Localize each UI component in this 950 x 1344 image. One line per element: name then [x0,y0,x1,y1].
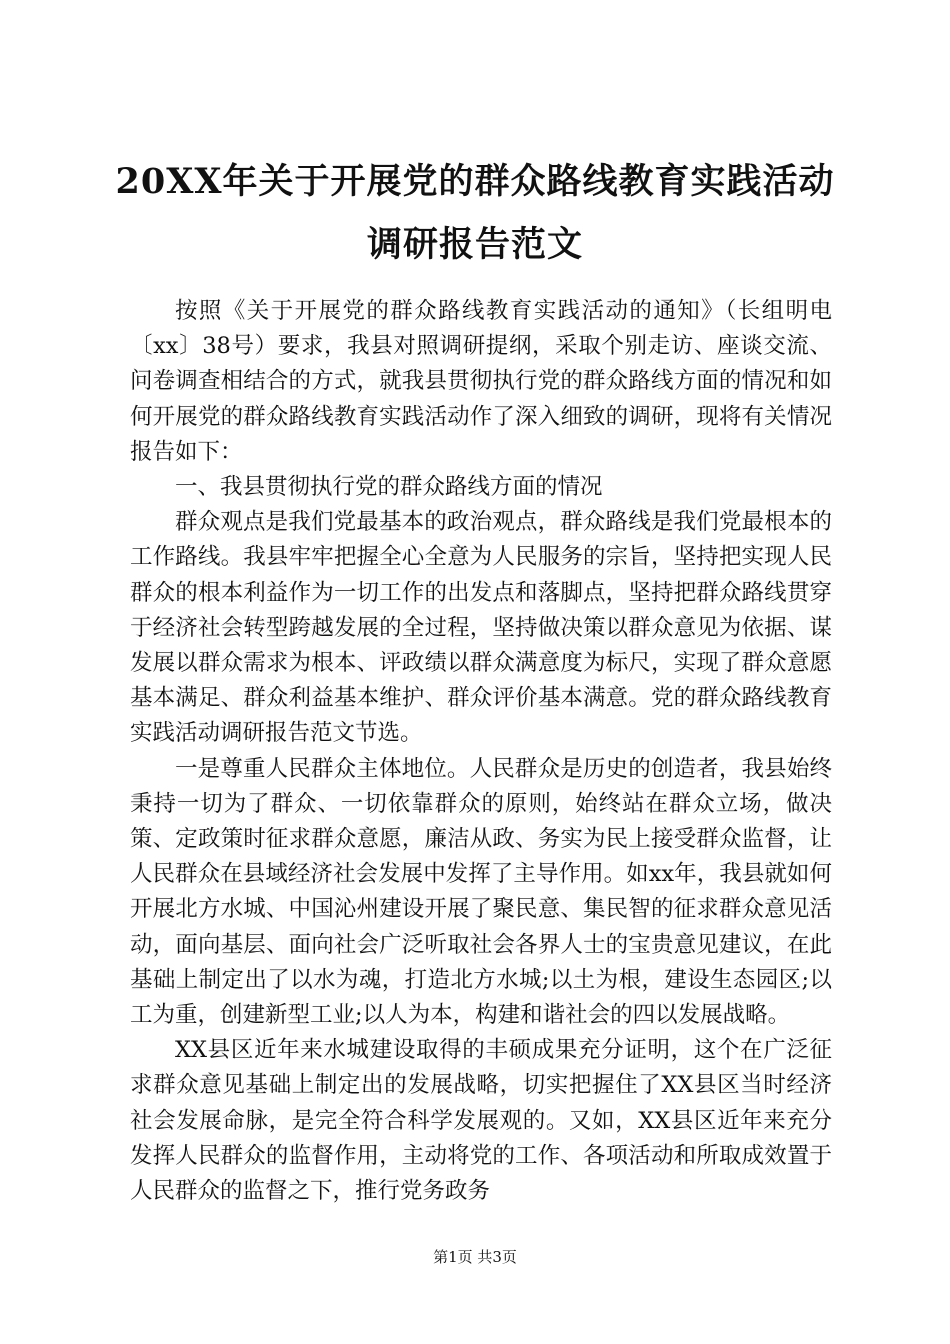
document-title-line-1: 20XX年关于开展党的群众路线教育实践活动 [115,161,835,202]
document-title-line-2: 调研报告范文 [366,224,583,265]
document-body [130,294,832,1209]
page-footer: 第1页 共3页 [433,1248,517,1266]
paragraph-intro: 按照《关于开展党的群众路线教育实践活动的通知》（长组明电〔xx〕38号）要求，我县对照调研提纲，采取个别走访、座谈交流、问卷调查相结合的方式，就我县贯彻执行党的群众路线方面的情况和如何开展党的群众路线教育实践活动作了深入细致的调研，现将有关情况报告如下： [130,298,832,465]
paragraph-respect-people: 一是尊重人民群众主体地位。人民群众是历史的创造者，我县始终秉持一切为了群众、一切依靠群众的原则，始终站在群众立场，做决策、定政策时征求群众意愿，廉洁从政、务实为民上接受群众监督，让人民群众在县域经济社会发展中发挥了主导作用。如xx年，我县就如何开展北方水城、中国沁州建设开展了聚民意、集民智的征求群众意见活动，面向基层、面向社会广泛听取社会各界人士的宝贵意见建议，在此基础上制定出了以水为魂，打造北方水城;以土为根，建设生态园区;以工为重，创建新型工业;以人为本，构建和谐社会的四以发展战略。 [130,755,832,1029]
paragraph-mass-line: 群众观点是我们党最基本的政治观点，群众路线是我们党最根本的工作路线。我县牢牢把握全心全意为人民服务的宗旨，坚持把实现人民群众的根本利益作为一切工作的出发点和落脚点，坚持把群众路线贯穿于经济社会转型跨越发展的全过程，坚持做决策以群众意见为依据、谋发展以群众需求为根本、评政绩以群众满意度为标尺，实现了群众意愿基本满足、群众利益基本维护、群众评价基本满意。党的群众路线教育实践活动调研报告范文节选。 [130,509,832,747]
section-heading: 一、我县贯彻执行党的群众路线方面的情况 [175,474,603,501]
paragraph-achievements: XX县区近年来水城建设取得的丰硕成果充分证明，这个在广泛征求群众意见基础上制定出的发展战略，切实把握住了XX县区当时经济社会发展命脉，是完全符合科学发展观的。又如，XX县区近年来充分发挥人民群众的监督作用，主动将党的工作、各项活动和所取成效置于人民群众的监督之下，推行党务政务 [130,1037,832,1205]
